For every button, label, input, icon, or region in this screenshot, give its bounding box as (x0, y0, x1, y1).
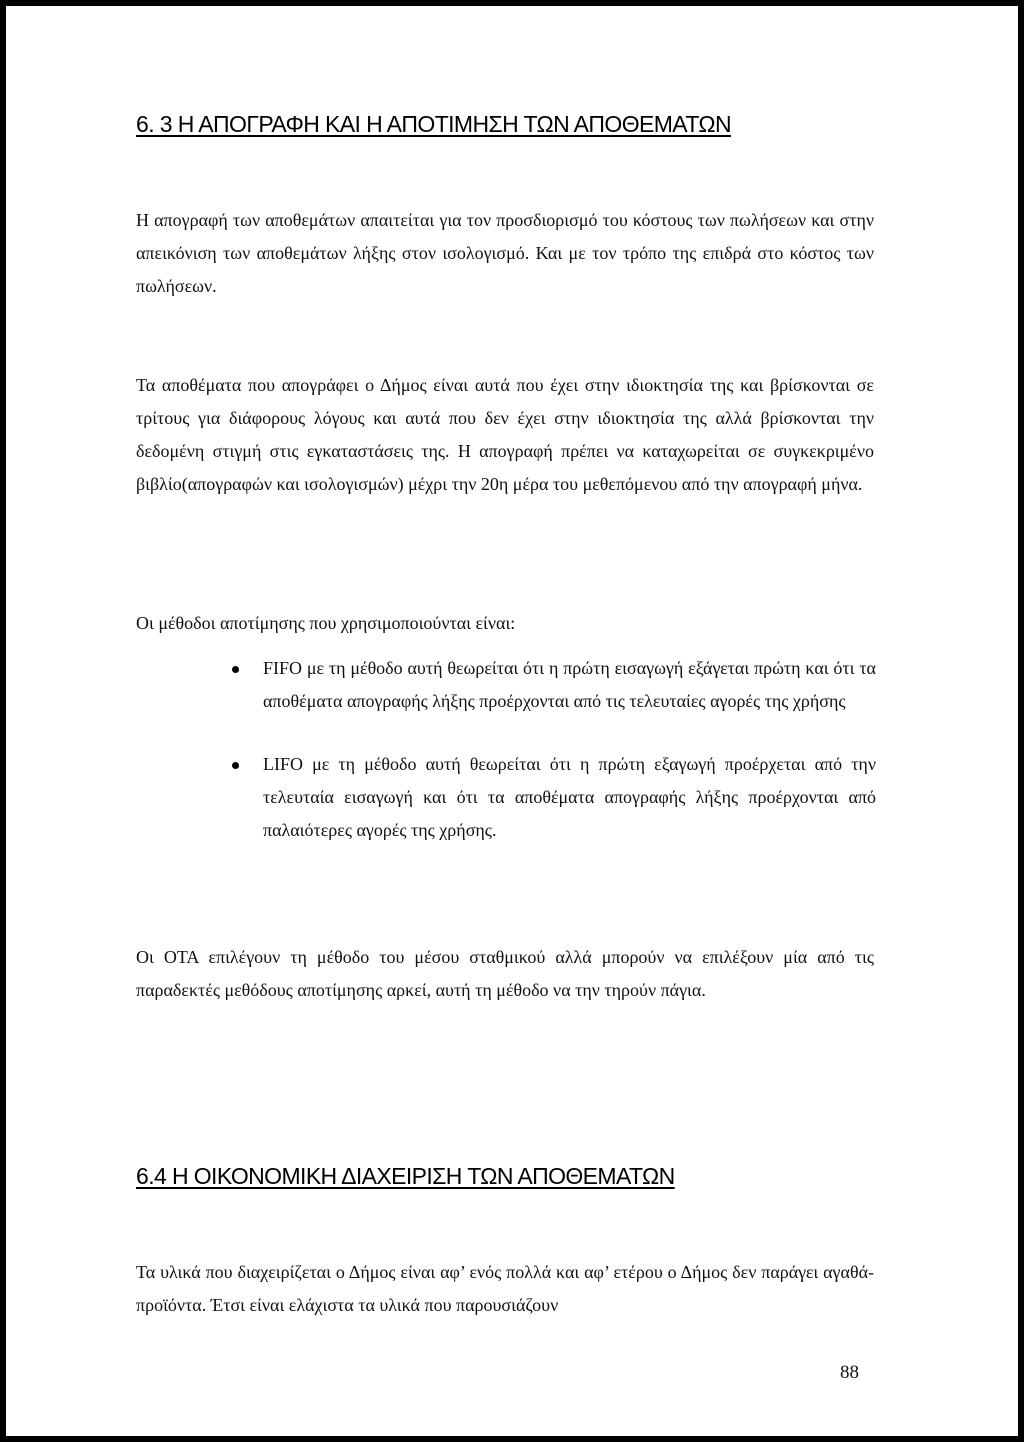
list-item-lifo (136, 748, 876, 847)
paragraph-materials-management: Τα υλικά που διαχειρίζεται ο Δήμος είναι αφ’ ενός πολλά και αφ’ ετέρου ο Δήμος δεν παράγει αγαθά- προϊόντα. Έτσι είναι ελάχιστα τα υλικά που παρουσιάζουν (136, 1262, 874, 1315)
section-heading-inventory-valuation: 6. 3 Η ΑΠΟΓΡΑΦΗ ΚΑΙ Η ΑΠΟΤΙΜΗΣΗ ΤΩΝ ΑΠΟΘΕΜΑΤΩΝ (136, 111, 731, 137)
list-item-fifo (136, 652, 876, 718)
section-heading-financial-management: 6.4 Η ΟΙΚΟΝΟΜΙΚΗ ΔΙΑΧΕΙΡΙΣΗ ΤΩΝ ΑΠΟΘΕΜΑΤΩΝ (136, 1163, 675, 1189)
paragraph-inventory-scope: Τα αποθέματα που απογράφει ο Δήμος είναι αυτά που έχει στην ιδιοκτησία της και βρίσκονται σε τρίτους για διάφορους λόγους και αυτά που δεν έχει στην ιδιοκτησία της αλλά βρίσκονται την δεδομένη στιγμή στις εγκαταστάσεις της. Η απογραφή πρέπει να καταχωρείται σε συγκεκριμένο βιβλίο(απογραφών και ισολογισμών) μέχρι την 20η μέρα του μεθεπόμενου από την απογραφή μήνα. (136, 375, 874, 494)
paragraph-inventory-purpose: Η απογραφή των αποθεμάτων απαιτείται για τον προσδιορισμό του κόστους των πωλήσεων και στην απεικόνιση των αποθεμάτων λήξης στον ισολογισμό. Και με τον τρόπο της επιδρά στο κόστος των πωλήσεων. (136, 210, 874, 296)
paragraph-ota-method: Οι ΟΤΑ επιλέγουν τη μέθοδο του μέσου σταθμικού αλλά μπορούν να επιλέξουν μία από τις παραδεκτές μεθόδους αποτίμησης αρκεί, αυτή τη μέθοδο να την τηρούν πάγια. (136, 947, 874, 1000)
list-item-text: LIFO με τη μέθοδο αυτή θεωρείται ότι η πρώτη εξαγωγή προέρχεται από την τελευταία εισαγωγή και ότι τα αποθέματα απογραφής λήξης προέρχονται από παλαιότερες αγορές της χρήσης. (263, 754, 876, 840)
bullet-icon (232, 762, 239, 769)
page-number: 88 (840, 1362, 859, 1383)
paragraph-valuation-methods-intro: Οι μέθοδοι αποτίμησης που χρησιμοποιούνται είναι: (136, 613, 516, 633)
page-content (6, 6, 1018, 1436)
list-item-text: FIFO με τη μέθοδο αυτή θεωρείται ότι η πρώτη εισαγωγή εξάγεται πρώτη και ότι τα αποθέματα απογραφής λήξης προέρχονται από τις τελευταίες αγορές της χρήσης (263, 658, 876, 711)
bullet-icon (232, 666, 239, 673)
valuation-methods-list (136, 652, 876, 847)
